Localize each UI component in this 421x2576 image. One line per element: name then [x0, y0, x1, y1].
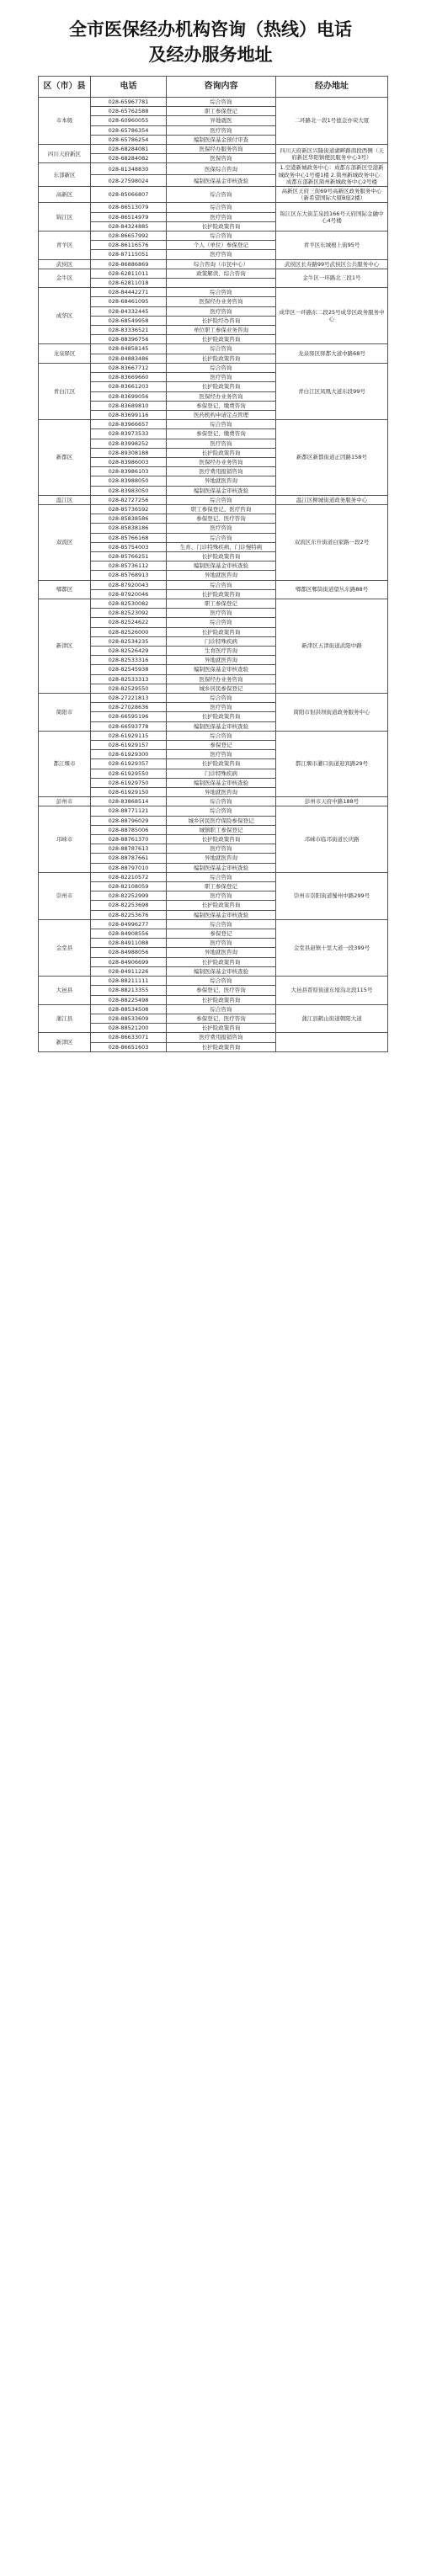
consult-content-cell: 医药机构申请定点管理	[167, 410, 276, 419]
phone-cell: 028-88787613	[91, 844, 167, 854]
address-cell: 蒲江县鹤山街道朝阳大道	[276, 1004, 388, 1033]
address-cell	[276, 1033, 388, 1051]
phone-cell: 028-82526429	[91, 646, 167, 655]
table-row	[39, 363, 388, 372]
phone-cell: 028-61929357	[91, 759, 167, 769]
consult-content-cell: 异地就医咨询	[167, 476, 276, 486]
phone-cell: 028-83868514	[91, 797, 167, 806]
table-row	[39, 694, 388, 703]
phone-cell: 028-85736112	[91, 562, 167, 571]
address-cell: 都江堰市灌口街道迎宾路29号	[276, 731, 388, 796]
phone-cell: 028-61929150	[91, 788, 167, 797]
consult-content-cell: 医疗咨询	[167, 891, 276, 901]
consult-content-cell: 长护险政策咨询	[167, 335, 276, 344]
address-cell: 崇州市崇阳街道蜀州中路299号	[276, 872, 388, 919]
consult-content-cell: 长护险政策咨询	[167, 551, 276, 561]
phone-cell: 028-66593778	[91, 721, 167, 731]
consult-content-cell: 长护险政策咨询	[167, 957, 276, 966]
phone-cell: 028-85766251	[91, 551, 167, 561]
district-cell: 新津区	[39, 1033, 91, 1051]
consult-content-cell: 门诊特殊疾病	[167, 636, 276, 646]
phone-cell: 028-83986003	[91, 457, 167, 466]
phone-cell: 028-86514979	[91, 212, 167, 221]
consult-content-cell: 医疗咨询	[167, 125, 276, 135]
consult-content-cell: 综合咨询	[167, 1004, 276, 1014]
phone-cell: 028-61929300	[91, 750, 167, 759]
district-cell: 都江堰市	[39, 731, 91, 796]
consult-content-cell: 职工参保登记、医疗咨询	[167, 504, 276, 514]
consult-content-cell: 编制医保基金审核查验	[167, 910, 276, 919]
phone-cell: 028-86633071	[91, 1033, 167, 1042]
phone-cell: 028-61929750	[91, 778, 167, 787]
consult-content-cell: 综合咨询	[167, 580, 276, 589]
district-cell: 青羊区	[39, 232, 91, 260]
phone-cell: 028-83983050	[91, 486, 167, 495]
district-cell: 邛崃市	[39, 806, 91, 872]
phone-cell: 028-83699056	[91, 391, 167, 401]
phone-cell: 028-60960055	[91, 116, 167, 125]
district-cell: 武侯区	[39, 259, 91, 269]
address-cell: 青羊区东城根上街95号	[276, 232, 388, 260]
consult-content-cell: 编制医保基金审核查验	[167, 721, 276, 731]
address-cell: 四川天府新区兴隆街道湖畔路南段西侧（天府新区华阳镇便民服务中心3号）	[276, 145, 388, 163]
consult-content-cell: 长护险政策咨询	[167, 712, 276, 721]
table-row	[39, 797, 388, 806]
consult-content-cell: 编制医保基金审核查验	[167, 486, 276, 495]
phone-cell: 028-86513079	[91, 203, 167, 212]
phone-cell: 028-27028636	[91, 703, 167, 712]
consult-content-cell: 编制医保基金审核查验	[167, 175, 276, 187]
district-cell: 锦江区	[39, 203, 91, 232]
consult-content-cell: 参保登记、医疗咨询	[167, 514, 276, 524]
phone-cell: 028-83966657	[91, 420, 167, 429]
phone-cell: 028-85066807	[91, 187, 167, 203]
address-cell: 双流区东升街道白家路一段2号	[276, 504, 388, 580]
phone-cell: 028-82534235	[91, 636, 167, 646]
phone-cell: 028-88225498	[91, 995, 167, 1004]
phone-cell: 028-83988050	[91, 476, 167, 486]
phone-cell: 028-82253676	[91, 910, 167, 919]
phone-cell: 028-62811018	[91, 279, 167, 288]
consult-content-cell: 参保登记	[167, 929, 276, 939]
address-cell: 郫都区郫筒街道望丛东路88号	[276, 580, 388, 599]
phone-cell: 028-68549958	[91, 316, 167, 325]
consult-content-cell: 综合咨询	[167, 187, 276, 203]
district-cell: 高新区	[39, 187, 91, 203]
phone-cell: 028-82529550	[91, 684, 167, 693]
phone-cell: 028-86116576	[91, 241, 167, 250]
consult-content-cell: 长护险经办咨询	[167, 316, 276, 325]
consult-content-cell: 医疗咨询	[167, 439, 276, 448]
address-cell: 新都区新都街道正因路158号	[276, 420, 388, 496]
phone-cell: 028-89308188	[91, 448, 167, 457]
consult-content-cell: 医保咨询	[167, 154, 276, 163]
address-cell: 简阳市射洪坝街道政务服务中心	[276, 694, 388, 732]
address-cell: 彭州市天府中路188号	[276, 797, 388, 806]
consult-content-cell: 医疗咨询	[167, 306, 276, 316]
phone-cell: 028-82533313	[91, 674, 167, 684]
phone-cell: 028-82210572	[91, 872, 167, 881]
consult-content-cell: 长护险政策咨询	[167, 995, 276, 1004]
consult-content-cell: 综合咨询	[167, 363, 276, 372]
phone-cell: 028-61929550	[91, 769, 167, 778]
consult-content-cell: 编制医保基金审核查验	[167, 665, 276, 674]
consult-content-cell: 医疗咨询	[167, 844, 276, 854]
district-cell: 金堂县	[39, 919, 91, 976]
phone-cell: 028-65786354	[91, 125, 167, 135]
consult-content-cell: 医疗咨询	[167, 939, 276, 948]
district-cell: 青白江区	[39, 363, 91, 419]
district-cell: 四川天府新区	[39, 145, 91, 163]
table-row	[39, 731, 388, 740]
district-cell: 崇州市	[39, 872, 91, 919]
consult-content-cell: 医疗咨询	[167, 524, 276, 533]
district-cell: 新都区	[39, 420, 91, 496]
consult-content-cell: 医保经办服务咨询	[167, 145, 276, 154]
phone-cell: 028-88797010	[91, 863, 167, 872]
consult-content-cell: 医疗费用报销咨询	[167, 1033, 276, 1042]
district-cell: 东部新区	[39, 163, 91, 187]
contact-table	[38, 76, 388, 1052]
table-row	[39, 599, 388, 608]
table-row	[39, 919, 388, 929]
phone-cell: 028-85766168	[91, 533, 167, 542]
phone-cell: 028-88785006	[91, 825, 167, 834]
phone-cell: 028-82545938	[91, 665, 167, 674]
consult-content-cell: 医疗费用报销咨询	[167, 467, 276, 476]
phone-cell: 028-84988056	[91, 948, 167, 957]
phone-cell: 028-83986103	[91, 467, 167, 476]
consult-content-cell: 综合咨询	[167, 618, 276, 627]
table-row	[39, 163, 388, 175]
phone-cell: 028-65762588	[91, 107, 167, 116]
consult-content-cell: 医保经办业务咨询	[167, 391, 276, 401]
address-cell: 武侯区长寿路99号武侯区公共服务中心	[276, 259, 388, 269]
address-cell: 邛崃市临邛街道长庆路	[276, 806, 388, 872]
consult-content-cell: 综合咨询	[167, 806, 276, 816]
consult-content-cell: 综合咨询	[167, 731, 276, 740]
consult-content-cell: 综合咨询	[167, 495, 276, 504]
consult-content-cell: 异地就医	[167, 116, 276, 125]
phone-cell: 028-62811011	[91, 269, 167, 278]
address-cell: 青白江区凤凰大道东段99号	[276, 363, 388, 419]
consult-content-cell: 长护险政策咨询	[167, 382, 276, 391]
consult-content-cell: 异地就医咨询	[167, 571, 276, 580]
consult-content-cell: 长护险政策咨询	[167, 901, 276, 910]
header-district: 区（市）县	[39, 77, 91, 98]
phone-cell: 028-82526000	[91, 627, 167, 636]
table-row	[39, 203, 388, 212]
phone-cell: 028-27598024	[91, 175, 167, 187]
consult-content-cell: 职工参保登记	[167, 107, 276, 116]
phone-cell: 028-61929115	[91, 731, 167, 740]
phone-cell: 028-88521200	[91, 1024, 167, 1033]
phone-cell: 028-84883486	[91, 354, 167, 363]
consult-content-cell: 医疗咨询	[167, 212, 276, 221]
consult-content-cell: 异地就医咨询	[167, 788, 276, 797]
consult-content-cell: 城乡居民医疗保险参保登记	[167, 816, 276, 825]
table-row	[39, 344, 388, 354]
phone-cell: 028-85838186	[91, 524, 167, 533]
consult-content-cell: 生育医疗咨询	[167, 646, 276, 655]
consult-content-cell: 综合咨询	[167, 420, 276, 429]
district-cell: 市本级	[39, 98, 91, 145]
consult-content-cell: 单位职工参保业务咨询	[167, 326, 276, 335]
consult-content-cell: 长护险政策咨询	[167, 221, 276, 231]
phone-cell: 028-81348830	[91, 163, 167, 175]
consult-content-cell: 综合咨询	[167, 872, 276, 881]
consult-content-cell: 综合咨询	[167, 533, 276, 542]
consult-content-cell: 编制医保基金审核查验	[167, 863, 276, 872]
phone-cell: 028-88213355	[91, 986, 167, 995]
table-row	[39, 977, 388, 986]
table-row	[39, 1004, 388, 1014]
district-cell: 温江区	[39, 495, 91, 504]
phone-cell: 028-65786254	[91, 135, 167, 144]
consult-content-cell: 医保经办业务咨询	[167, 297, 276, 306]
consult-content-cell: 综合咨询	[167, 232, 276, 241]
phone-cell: 028-68461095	[91, 297, 167, 306]
phone-cell: 028-65967781	[91, 98, 167, 107]
phone-cell: 028-84858145	[91, 344, 167, 354]
consult-content-cell: 长护险政策咨询	[167, 1042, 276, 1051]
district-cell: 郫都区	[39, 580, 91, 599]
table-row	[39, 872, 388, 881]
consult-content-cell: 编制医保基金审核查验	[167, 966, 276, 976]
consult-content-cell: 综合咨询	[167, 288, 276, 297]
phone-cell: 028-82252999	[91, 891, 167, 901]
consult-content-cell: 医疗咨询	[167, 750, 276, 759]
phone-cell: 028-84996277	[91, 919, 167, 929]
consult-content-cell: 医疗咨询	[167, 703, 276, 712]
consult-content-cell: 综合咨询	[167, 203, 276, 212]
consult-content-cell: 长护险政策咨询	[167, 354, 276, 363]
phone-cell: 028-88533609	[91, 1014, 167, 1023]
phone-cell: 028-68284082	[91, 154, 167, 163]
header-address: 经办地址	[276, 77, 388, 98]
phone-cell: 028-88761370	[91, 835, 167, 844]
table-row	[39, 580, 388, 589]
district-cell: 彭州市	[39, 797, 91, 806]
address-cell: 大邑县晋原街道东壕沟北段115号	[276, 977, 388, 1005]
phone-cell: 028-83998252	[91, 439, 167, 448]
table-row	[39, 1033, 388, 1042]
phone-cell: 028-85838586	[91, 514, 167, 524]
consult-content-cell: 医疗咨询	[167, 373, 276, 382]
consult-content-cell: 医保经办业务咨询	[167, 674, 276, 684]
phone-cell: 028-83336521	[91, 326, 167, 335]
phone-cell: 028-83661203	[91, 382, 167, 391]
phone-cell: 028-27221813	[91, 694, 167, 703]
phone-cell: 028-83973533	[91, 429, 167, 439]
consult-content-cell: 综合咨询	[167, 977, 276, 986]
consult-content-cell: 门诊特殊疾病	[167, 769, 276, 778]
address-cell: 1.空港新城政务中心：成都东部新区空港新城政务中心1号楼1楼 2.简州新城政务中心：成都东部新区简州新城政务中心2号楼	[276, 163, 388, 187]
consult-content-cell: 异地就医咨询	[167, 854, 276, 863]
district-cell: 金牛区	[39, 269, 91, 287]
district-cell: 蒲江县	[39, 1004, 91, 1033]
phone-cell: 028-88787661	[91, 854, 167, 863]
phone-cell: 028-85768913	[91, 571, 167, 580]
table-row	[39, 420, 388, 429]
table-row	[39, 288, 388, 297]
consult-content-cell: 综合咨询（市民中心）	[167, 259, 276, 269]
phone-cell: 028-87920046	[91, 589, 167, 599]
address-cell: 金牛区一环路北三段1号	[276, 269, 388, 287]
consult-content-cell: 编制医保基金审核查验	[167, 562, 276, 571]
consult-content-cell: 长护险政策咨询	[167, 759, 276, 769]
consult-content-cell: 参保登记、医疗咨询	[167, 1014, 276, 1023]
consult-content-cell: 综合咨询	[167, 797, 276, 806]
table-row	[39, 187, 388, 203]
phone-cell: 028-61929157	[91, 741, 167, 750]
table-row	[39, 495, 388, 504]
address-cell: 高新区天府三街69号高新区政务服务中心（新希望国际大厦B座2楼）	[276, 187, 388, 203]
consult-content-cell: 综合咨询	[167, 344, 276, 354]
phone-cell: 028-82533316	[91, 656, 167, 665]
header-consult-content: 咨询内容	[167, 77, 276, 98]
phone-cell: 028-68284081	[91, 145, 167, 154]
phone-cell: 028-84442271	[91, 288, 167, 297]
consult-content-cell: 职工参保登记	[167, 882, 276, 891]
phone-cell: 028-83689810	[91, 401, 167, 410]
consult-content-cell: 参保登记、缴费咨询	[167, 429, 276, 439]
consult-content-cell: 参保登记、缴费咨询	[167, 401, 276, 410]
address-cell: 二环路北一段1号德金亦荣大厦	[276, 98, 388, 145]
consult-content-cell: 长护险政策咨询	[167, 1024, 276, 1033]
contact-table-wrapper	[38, 76, 387, 1052]
address-cell: 新津区五津街道武阳中路	[276, 599, 388, 693]
phone-cell: 028-88771121	[91, 806, 167, 816]
consult-content-cell: 编制医保基金审核查验	[167, 778, 276, 787]
phone-cell: 028-82727256	[91, 495, 167, 504]
header-phone: 电话	[91, 77, 167, 98]
consult-content-cell: 综合咨询	[167, 98, 276, 107]
phone-cell: 028-85736592	[91, 504, 167, 514]
district-cell: 成华区	[39, 288, 91, 344]
consult-content-cell: 异地就医咨询	[167, 948, 276, 957]
district-cell: 新津区	[39, 599, 91, 693]
phone-cell: 028-66595196	[91, 712, 167, 721]
phone-cell: 028-86657992	[91, 232, 167, 241]
address-cell: 金堂县赵镇十里大道一段399号	[276, 919, 388, 976]
district-cell: 双流区	[39, 504, 91, 580]
table-header-row	[39, 77, 388, 98]
consult-content-cell: 长护险政策咨询	[167, 835, 276, 844]
phone-cell: 028-84906699	[91, 957, 167, 966]
phone-cell: 028-88796029	[91, 816, 167, 825]
consult-content-cell: 参保登记、医疗咨询	[167, 986, 276, 995]
consult-content-cell: 城镇职工参保登记	[167, 825, 276, 834]
phone-cell: 028-88211111	[91, 977, 167, 986]
consult-content-cell: 职工参保登记	[167, 599, 276, 608]
phone-cell: 028-82530082	[91, 599, 167, 608]
phone-cell: 028-83699116	[91, 410, 167, 419]
phone-cell: 028-87115051	[91, 250, 167, 259]
consult-content-cell: 城乡居民参保登记	[167, 684, 276, 693]
phone-cell: 028-86651603	[91, 1042, 167, 1051]
consult-content-cell: 长护险政策咨询	[167, 627, 276, 636]
consult-content-cell: 医保综合咨询	[167, 163, 276, 175]
phone-cell: 028-88396756	[91, 335, 167, 344]
table-row	[39, 806, 388, 816]
title-line-2: 及经办服务地址	[148, 44, 273, 65]
consult-content-cell: 综合咨询	[167, 694, 276, 703]
table-row	[39, 98, 388, 107]
consult-content-cell: 个人（单位）参保登记	[167, 241, 276, 250]
phone-cell: 028-82523092	[91, 609, 167, 618]
table-row	[39, 504, 388, 514]
consult-content-cell: 医疗咨询	[167, 609, 276, 618]
phone-cell: 028-83667712	[91, 363, 167, 372]
consult-content-cell: 长护险政策咨询	[167, 589, 276, 599]
consult-content-cell: 医疗咨询	[167, 250, 276, 259]
consult-content-cell: 长护险政策咨询	[167, 448, 276, 457]
phone-cell: 028-83669660	[91, 373, 167, 382]
phone-cell: 028-84911226	[91, 966, 167, 976]
phone-cell: 028-84908556	[91, 929, 167, 939]
address-cell: 温江区柳城街道政务服务中心	[276, 495, 388, 504]
consult-content-cell: 综合咨询	[167, 919, 276, 929]
consult-content-cell: 编制医保基金预付审查	[167, 135, 276, 144]
table-row	[39, 259, 388, 269]
consult-content-cell: 生育、门诊特殊疾病、门诊慢特病	[167, 542, 276, 551]
address-cell: 成华区一环路东二段25号成华区政务服务中心	[276, 288, 388, 344]
consult-content-cell: 异地就医咨询	[167, 656, 276, 665]
consult-content-cell: 政策解读、综合咨询	[167, 269, 276, 278]
phone-cell: 028-82253698	[91, 901, 167, 910]
table-body	[39, 98, 388, 1052]
district-cell: 龙泉驿区	[39, 344, 91, 363]
phone-cell: 028-84324885	[91, 221, 167, 231]
table-row	[39, 145, 388, 154]
address-cell: 锦江区东大街芷泉段166号天府国际金融中心4号楼	[276, 203, 388, 232]
address-cell: 龙泉驿区驿都大道中路68号	[276, 344, 388, 363]
phone-cell: 028-88534508	[91, 1004, 167, 1014]
district-cell: 大邑县	[39, 977, 91, 1005]
district-cell: 简阳市	[39, 694, 91, 732]
phone-cell: 028-82108059	[91, 882, 167, 891]
phone-cell: 028-87920043	[91, 580, 167, 589]
consult-content-cell: 参保登记	[167, 741, 276, 750]
phone-cell: 028-86886869	[91, 259, 167, 269]
phone-cell: 028-82524622	[91, 618, 167, 627]
phone-cell: 028-84911088	[91, 939, 167, 948]
phone-cell: 028-84332445	[91, 306, 167, 316]
consult-content-cell: 医保经办业务咨询	[167, 457, 276, 466]
title-line-1: 全市医保经办机构咨询（热线）电话	[69, 19, 352, 40]
table-row	[39, 269, 388, 278]
table-row	[39, 232, 388, 241]
page-title	[0, 17, 421, 67]
phone-cell: 028-85754003	[91, 542, 167, 551]
